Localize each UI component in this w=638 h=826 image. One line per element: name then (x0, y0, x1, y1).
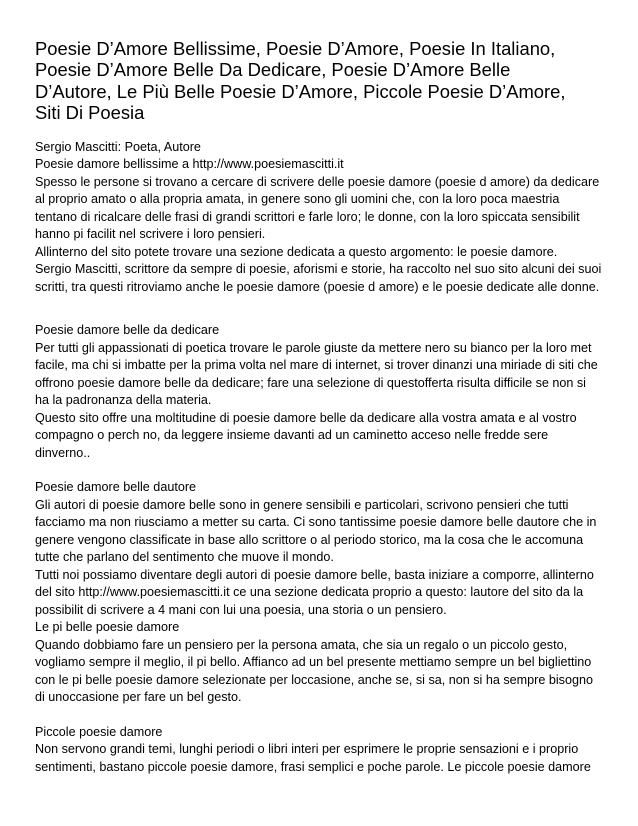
paragraph-line: Quando dobbiamo fare un pensiero per la persona amata, che sia un regalo o un piccolo gesto, (35, 637, 568, 652)
title-line: Poesie D’Amore Bellissime, Poesie D’Amore, Poesie In Italiano, (35, 38, 556, 59)
paragraph-line: Per tutti gli appassionati di poetica trovare le parole giuste da mettere nero su bianco per la loro met (35, 340, 592, 355)
paragraph-line: Spesso le persone si trovano a cercare di scrivere delle poesie damore (poesie d amore) da dedicare (35, 174, 600, 189)
title-line: D’Autore, Le Più Belle Poesie D’Amore, Piccole Poesie D’Amore, (35, 80, 566, 102)
section-heading: Le pi belle poesie damore (35, 620, 180, 635)
paragraph-line: vogliamo sempre il meglio, il pi bello. Affianco ad un bel presente mettiamo sempre un bel bigliettino (35, 655, 592, 670)
paragraph-line: possibilit di scrivere a 4 mani con lui una poesia, una storia o un pensiero. (35, 602, 447, 617)
paragraph-line: Allinterno del sito potete trovare una sezione dedicata a questo argomento: le poesie damore. (35, 244, 558, 259)
paragraph-line: Questo sito offre una moltitudine di poesie damore belle da dedicare alla vostra amata e al vostro (35, 410, 577, 425)
paragraph-line: sentimenti, bastano piccole poesie damore, frasi semplici e poche parole. Le piccole poesie damore (35, 759, 591, 774)
paragraph-line: scritti, tra questi ritroviamo anche le poesie damore (poesie d amore) e le poesie dedicate alle donne. (35, 279, 600, 294)
paragraph-line: al proprio amato o alla propria amata, in genere sono gli uomini che, con la loro poca maestria (35, 192, 560, 207)
paragraph-line: dinverno.. (35, 445, 91, 460)
paragraph-line: Sergio Mascitti, scrittore da sempre di poesie, aforismi e storie, ha raccolto nel suo sito alcuni dei suoi (35, 262, 602, 277)
spacer (35, 462, 608, 479)
section-piccole-poesie (35, 724, 608, 777)
paragraph-line: tentano di ricalcare delle frasi di grandi scrittori e farle loro; le donne, con la loro spiccata sensibilit (35, 209, 580, 224)
paragraph-line: genere vengono classificate in base allo scrittore o al periodo storico, ma la cosa che le accomuna (35, 532, 584, 547)
document-title (35, 38, 608, 124)
paragraph-line: tutte che parlano del sentimento che muove il mondo. (35, 550, 334, 565)
title-line: Poesie D’Amore Belle Da Dedicare, Poesie D’Amore Belle (35, 59, 511, 81)
paragraph-line: compagno o perch no, da leggere insieme davanti ad un caminetto acceso nelle fredde sere (35, 428, 549, 443)
title-line: Siti Di Poesia (35, 102, 145, 124)
paragraph-line: hanno pi facilit nel scrivere i loro pensieri. (35, 227, 266, 242)
paragraph-line: ha la padronanza della materia. (35, 393, 212, 408)
section-belle-dautore (35, 479, 608, 707)
intro-section (35, 139, 608, 297)
paragraph-line: di unoccasione per fare un bel gesto. (35, 690, 242, 705)
spacer (35, 124, 608, 139)
paragraph-line: offrono poesie damore belle da dedicare; fare una selezione di questofferta risulta difficile se non si (35, 375, 586, 390)
section-belle-da-dedicare (35, 322, 608, 462)
spacer (35, 707, 608, 724)
website-line: Poesie damore bellissime a http://www.poesiemascitti.it (35, 157, 344, 172)
section-heading: Piccole poesie damore (35, 724, 163, 739)
paragraph-line: con le pi belle poesie damore selezionate per loccasione, anche se, si sa, non si ha sempre bisogno (35, 672, 593, 687)
author-line: Sergio Mascitti: Poeta, Autore (35, 139, 201, 154)
paragraph-line: Tutti noi possiamo diventare degli autori di poesie damore belle, basta iniziare a comporre, allinterno (35, 567, 594, 582)
paragraph-line: del sito http://www.poesiemascitti.it ce una sezione dedicata proprio a questo: lautore del sito da la (35, 585, 584, 600)
paragraph-line: facile, ma chi si imbatte per la prima volta nel mare di internet, si trover dinanzi una miriade di siti che (35, 358, 598, 373)
paragraph-line: Gli autori di poesie damore belle sono in genere sensibili e particolari, scrivono pensieri che tutti (35, 497, 569, 512)
spacer (35, 296, 608, 322)
section-heading: Poesie damore belle dautore (35, 480, 197, 495)
section-heading: Poesie damore belle da dedicare (35, 323, 220, 338)
paragraph-line: facciamo ma non riusciamo a metter su carta. Ci sono tantissime poesie damore belle dautore che in (35, 515, 597, 530)
paragraph-line: Non servono grandi temi, lunghi periodi o libri interi per esprimere le proprie sensazioni e i proprio (35, 742, 579, 757)
